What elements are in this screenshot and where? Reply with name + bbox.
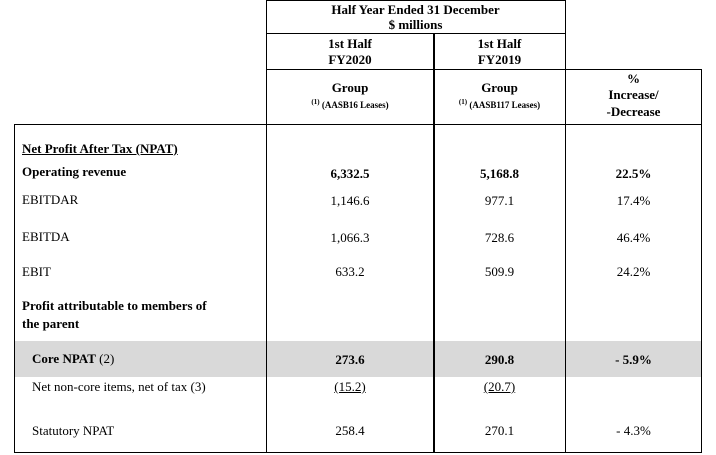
row-value-fy2020-ebit: 633.2	[335, 264, 365, 279]
row-value-fy2019-operating-revenue: 5,168.8	[480, 166, 519, 181]
core-npat-label-text: Core NPAT	[32, 351, 96, 366]
col1-note: (1)	[311, 98, 320, 106]
header-units: $ millions	[388, 17, 443, 32]
row-change-ebitdar: 17.4%	[616, 193, 651, 208]
header-period-border	[266, 69, 702, 70]
row-value-fy2019-ebitda: 728.6	[484, 230, 515, 245]
table-bottom-border	[14, 452, 702, 453]
noncore-label-text: Net non-core items, net of tax	[32, 379, 188, 394]
row-value-fy2020-ebitdar: 1,146.6	[330, 193, 370, 208]
section-title: Net Profit After Tax (NPAT)	[22, 141, 178, 156]
statutory-fy2020: 258.4	[335, 423, 365, 438]
col1-basis: (AASB16 Leases)	[321, 100, 389, 110]
header-units-border	[266, 33, 565, 34]
pct-line1: Increase/	[608, 87, 659, 102]
row-label-ebit: EBIT	[22, 264, 51, 279]
row-label-ebitda: EBITDA	[22, 229, 70, 244]
vline-right	[701, 69, 702, 453]
col2-period: 1st Half	[477, 36, 522, 51]
noncore-note: (3)	[190, 379, 206, 394]
col2-basis-line	[434, 98, 565, 110]
table-top-border	[14, 124, 702, 125]
core-npat-fy2020: 273.6	[335, 352, 365, 367]
profit-heading-line1: Profit attributable to members of	[22, 298, 207, 313]
noncore-label	[32, 379, 206, 395]
row-change-ebitda: 46.4%	[616, 230, 651, 245]
row-value-fy2020-ebitda: 1,066.3	[330, 230, 370, 245]
row-label-operating-revenue: Operating revenue	[22, 164, 127, 179]
row-value-fy2019-ebitdar: 977.1	[484, 193, 515, 208]
row-value-fy2019-ebit: 509.9	[484, 264, 515, 279]
col1-year: FY2020	[328, 52, 372, 67]
pct-symbol: %	[627, 71, 640, 86]
header-top-border	[266, 0, 565, 1]
header-period: Half Year Ended 31 December	[331, 2, 500, 17]
col2-group: Group	[481, 80, 518, 95]
col1-period: 1st Half	[328, 36, 372, 51]
row-change-operating-revenue: 22.5%	[615, 166, 652, 181]
profit-heading-line2: the parent	[22, 316, 80, 331]
statutory-label: Statutory NPAT	[32, 423, 115, 438]
core-npat-label	[32, 351, 114, 367]
col1-group: Group	[331, 80, 369, 95]
col2-basis: (AASB117 Leases)	[469, 100, 541, 110]
core-npat-note: (2)	[99, 351, 115, 366]
vline-left	[14, 124, 15, 453]
col2-note: (1)	[458, 98, 468, 106]
row-label-ebitdar: EBITDAR	[22, 192, 79, 207]
pct-line2: -Decrease	[606, 104, 661, 119]
statutory-fy2019: 270.1	[484, 423, 515, 438]
row-value-fy2020-operating-revenue: 6,332.5	[330, 166, 370, 181]
core-npat-change: - 5.9%	[615, 352, 652, 367]
noncore-fy2019: (20.7)	[483, 379, 516, 394]
vline-col3	[565, 0, 566, 453]
col1-basis-line	[266, 98, 434, 110]
core-npat-fy2019: 290.8	[484, 352, 515, 367]
row-change-ebit: 24.2%	[616, 264, 651, 279]
statutory-change: - 4.3%	[616, 423, 651, 438]
noncore-fy2020: (15.2)	[334, 379, 366, 394]
col2-year: FY2019	[477, 52, 522, 67]
